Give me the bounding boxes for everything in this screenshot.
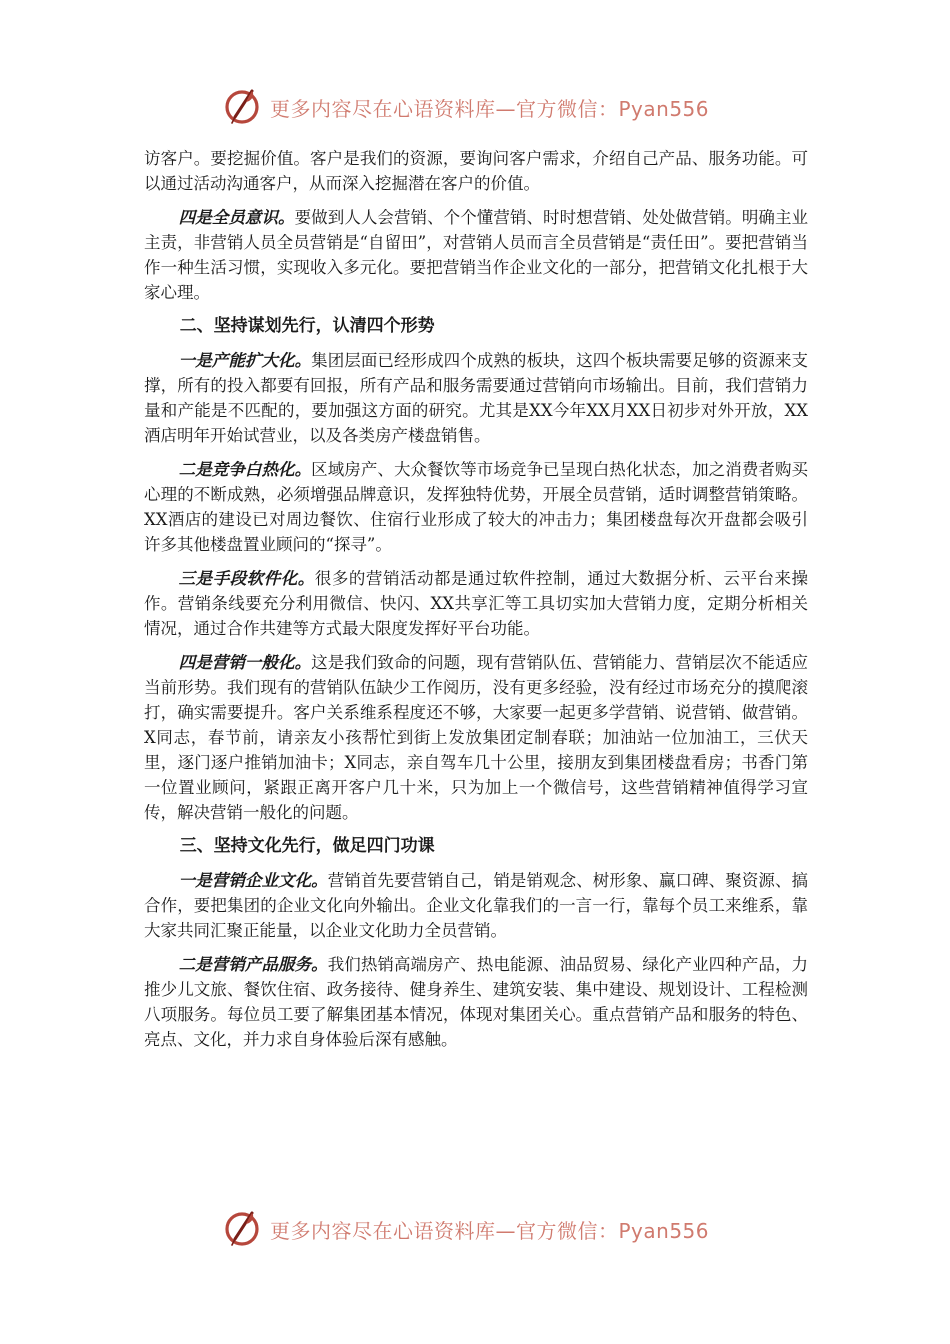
paragraph-text: 这是我们致命的问题，现有营销队伍、营销能力、营销层次不能适应当前形势。我们现有的营销队伍缺少工作阅历，没有更多经验，没有经过市场充分的摸爬滚打，确实需要提升。客户关系维系程度还不够，大家要一起更多学营销、说营销、做营销。X同志，春节前，请亲友小孩帮忙到街上发放集团定制春联；加油站一位加油工，三伏天里，逐门逐户推销加油卡；X同志，亲自驾车几十公里，接朋友到集团楼盘看房；书香门第一位置业顾问，紧跟正离开客户几十米，只为加上一个微信号，这些营销精神值得学习宣传，解决营销一般化的问题。 xyxy=(144,653,809,822)
section-heading: 二、坚持谋划先行，认清四个形势 xyxy=(179,316,435,336)
paragraph-text: 营销首先要营销自己，销是销观念、树形象、赢口碑、聚资源、搞合作，要把集团的企业文化向外输出。企业文化靠我们的一言一行，靠每个员工来维系，靠大家共同汇聚正能量，以企业文化助力全员营销。 xyxy=(144,871,809,940)
paragraph-lead: 二是竞争白热化。 xyxy=(178,460,312,479)
quill-logo-icon xyxy=(222,87,262,127)
paragraph xyxy=(144,952,808,1052)
paragraph xyxy=(144,566,808,641)
paragraph-lead: 一是营销企业文化。 xyxy=(178,871,328,890)
paragraph-lead: 二是营销产品服务。 xyxy=(178,955,328,974)
paragraph-lead: 四是全员意识。 xyxy=(178,208,295,227)
paragraph-text: 我们热销高端房产、热电能源、油品贸易、绿化产业四种产品，力推少儿文旅、餐饮住宿、政务接待、健身养生、建筑安装、集中建设、规划设计、工程检测八项服务。每位员工要了解集团基本情况，体现对集团关心。重点营销产品和服务的特色、亮点、文化，并力求自身体验后深有感触。 xyxy=(144,955,809,1049)
paragraph xyxy=(144,146,808,196)
paragraph xyxy=(144,457,808,557)
quill-logo-icon xyxy=(222,1209,262,1249)
paragraph xyxy=(144,348,808,448)
paragraph-text: 集团层面已经形成四个成熟的板块，这四个板块需要足够的资源来支撑，所有的投入都要有回报，所有产品和服务需要通过营销向市场输出。目前，我们营销力量和产能是不匹配的，要加强这方面的研究。尤其是XX今年XX月XX日初步对外开放，XX酒店明年开始试营业，以及各类房产楼盘销售。 xyxy=(144,351,809,445)
watermark-text: 更多内容尽在心语资料库—官方微信：Pyan556 xyxy=(270,1218,710,1243)
paragraph xyxy=(144,650,808,825)
paragraph xyxy=(144,205,808,305)
paragraph-text: 访客户。要挖掘价值。客户是我们的资源，要询问客户需求，介绍自己产品、服务功能。可以通过活动沟通客户，从而深入挖掘潜在客户的价值。 xyxy=(144,149,808,193)
paragraph-lead: 三是手段软件化。 xyxy=(178,569,315,588)
paragraph-lead: 一是产能扩大化。 xyxy=(178,351,312,370)
header-watermark xyxy=(222,85,709,129)
paragraph-text: 要做到人人会营销、个个懂营销、时时想营销、处处做营销。明确主业主责，非营销人员全员营销是“自留田”，对营销人员而言全员营销是“责任田”。要把营销当作一种生活习惯，实现收入多元化。要把营销当作企业文化的一部分，把营销文化扎根于大家心理。 xyxy=(144,208,809,302)
paragraph-text: 区域房产、大众餐饮等市场竞争已呈现白热化状态，加之消费者购买心理的不断成熟，必须增强品牌意识，发挥独特优势，开展全员营销，适时调整营销策略。XX酒店的建设已对周边餐饮、住宿行业形成了较大的冲击力；集团楼盘每次开盘都会吸引许多其他楼盘置业顾问的“探寻”。 xyxy=(144,460,809,554)
paragraph xyxy=(144,868,808,943)
document-body xyxy=(144,146,808,1061)
paragraph-lead: 四是营销一般化。 xyxy=(178,653,312,672)
footer-watermark xyxy=(222,1207,709,1251)
section-heading: 三、坚持文化先行，做足四门功课 xyxy=(179,836,435,856)
watermark-text: 更多内容尽在心语资料库—官方微信：Pyan556 xyxy=(270,96,710,121)
paragraph-text: 很多的营销活动都是通过软件控制，通过大数据分析、云平台来操作。营销条线要充分利用微信、快闪、XX共享汇等工具切实加大营销力度，定期分析相关情况，通过合作共建等方式最大限度发挥好平台功能。 xyxy=(144,569,809,638)
